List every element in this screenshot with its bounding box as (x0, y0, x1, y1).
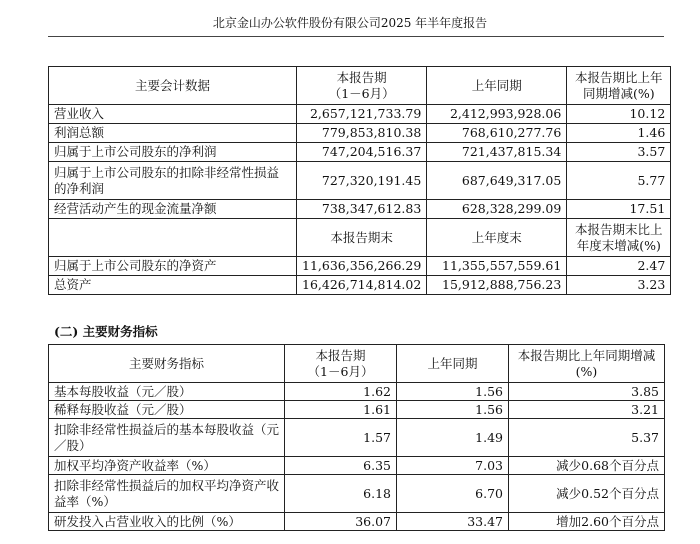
cell-value: 11,636,356,266.29 (297, 257, 427, 276)
cell-value: 2,412,993,928.06 (427, 105, 567, 124)
cell-value: 36.07 (285, 513, 397, 531)
table-row (49, 513, 665, 531)
cell-value: 1.49 (397, 419, 509, 457)
row-label: 总资产 (49, 276, 297, 295)
header-cell: 主要会计数据 (49, 67, 297, 105)
cell-value: 减少0.68个百分点 (509, 457, 665, 475)
key-accounting-data-table (48, 66, 671, 295)
table-row (49, 457, 665, 475)
table-row (49, 257, 671, 276)
cell-value: 3.85 (509, 383, 665, 401)
table-row (49, 383, 665, 401)
subheader-cell: 上年度末 (427, 219, 567, 257)
cell-value: 1.57 (285, 419, 397, 457)
cell-value: 5.77 (567, 162, 671, 200)
cell-value: 2.47 (567, 257, 671, 276)
header-cell: 本报告期 （1－6月） (285, 345, 397, 383)
row-label: 基本每股收益（元／股） (49, 383, 285, 401)
header-cell: 本报告期比上年同期增减(%) (509, 345, 665, 383)
table-row (49, 475, 665, 513)
cell-value: 1.56 (397, 401, 509, 419)
row-label: 归属于上市公司股东的扣除非经常性损益的净利润 (49, 162, 297, 200)
subheader-cell: 本报告期末比上年度末增减(%) (567, 219, 671, 257)
cell-value: 3.23 (567, 276, 671, 295)
header-cell: 本报告期比上年同期增减(%) (567, 67, 671, 105)
header-rule (48, 36, 664, 37)
cell-value: 5.37 (509, 419, 665, 457)
cell-value: 10.12 (567, 105, 671, 124)
cell-value: 3.21 (509, 401, 665, 419)
cell-value: 33.47 (397, 513, 509, 531)
cell-value: 687,649,317.05 (427, 162, 567, 200)
cell-value: 7.03 (397, 457, 509, 475)
row-label: 营业收入 (49, 105, 297, 124)
cell-value: 747,204,516.37 (297, 143, 427, 162)
cell-value: 727,320,191.45 (297, 162, 427, 200)
key-financial-indicators-table (48, 344, 665, 531)
row-label: 归属于上市公司股东的净资产 (49, 257, 297, 276)
subheader-cell: 本报告期末 (297, 219, 427, 257)
cell-value: 628,328,299.09 (427, 200, 567, 219)
cell-value: 1.62 (285, 383, 397, 401)
table-row (49, 162, 671, 200)
row-label: 经营活动产生的现金流量净额 (49, 200, 297, 219)
row-label: 稀释每股收益（元／股） (49, 401, 285, 419)
table-row (49, 401, 665, 419)
row-label: 利润总额 (49, 124, 297, 143)
table-row (49, 419, 665, 457)
cell-value: 768,610,277.76 (427, 124, 567, 143)
cell-value: 6.70 (397, 475, 509, 513)
table-header-row (49, 345, 665, 383)
cell-value: 17.51 (567, 200, 671, 219)
table-subheader-row (49, 219, 671, 257)
cell-value: 1.61 (285, 401, 397, 419)
page-header: 北京金山办公软件股份有限公司2025 年半年度报告 (212, 16, 488, 30)
cell-value: 779,853,810.38 (297, 124, 427, 143)
cell-value: 3.57 (567, 143, 671, 162)
cell-value: 721,437,815.34 (427, 143, 567, 162)
header-cell: 本报告期 （1－6月） (297, 67, 427, 105)
header-cell: 上年同期 (427, 67, 567, 105)
cell-value: 2,657,121,733.79 (297, 105, 427, 124)
empty-cell (49, 219, 297, 257)
table-row (49, 124, 671, 143)
cell-value: 16,426,714,814.02 (297, 276, 427, 295)
cell-value: 6.18 (285, 475, 397, 513)
table-header-row (49, 67, 671, 105)
row-label: 扣除非经常性损益后的加权平均净资产收益率（%） (49, 475, 285, 513)
table-row (49, 143, 671, 162)
table-row (49, 200, 671, 219)
section-title: (二) 主要财务指标 (54, 324, 158, 339)
cell-value: 15,912,888,756.23 (427, 276, 567, 295)
row-label: 扣除非经常性损益后的基本每股收益（元／股） (49, 419, 285, 457)
table-row (49, 105, 671, 124)
cell-value: 1.46 (567, 124, 671, 143)
cell-value: 增加2.60个百分点 (509, 513, 665, 531)
cell-value: 6.35 (285, 457, 397, 475)
row-label: 归属于上市公司股东的净利润 (49, 143, 297, 162)
cell-value: 减少0.52个百分点 (509, 475, 665, 513)
cell-value: 1.56 (397, 383, 509, 401)
header-cell: 主要财务指标 (49, 345, 285, 383)
row-label: 研发投入占营业收入的比例（%） (49, 513, 285, 531)
cell-value: 11,355,557,559.61 (427, 257, 567, 276)
header-cell: 上年同期 (397, 345, 509, 383)
table-row (49, 276, 671, 295)
row-label: 加权平均净资产收益率（%） (49, 457, 285, 475)
cell-value: 738,347,612.83 (297, 200, 427, 219)
